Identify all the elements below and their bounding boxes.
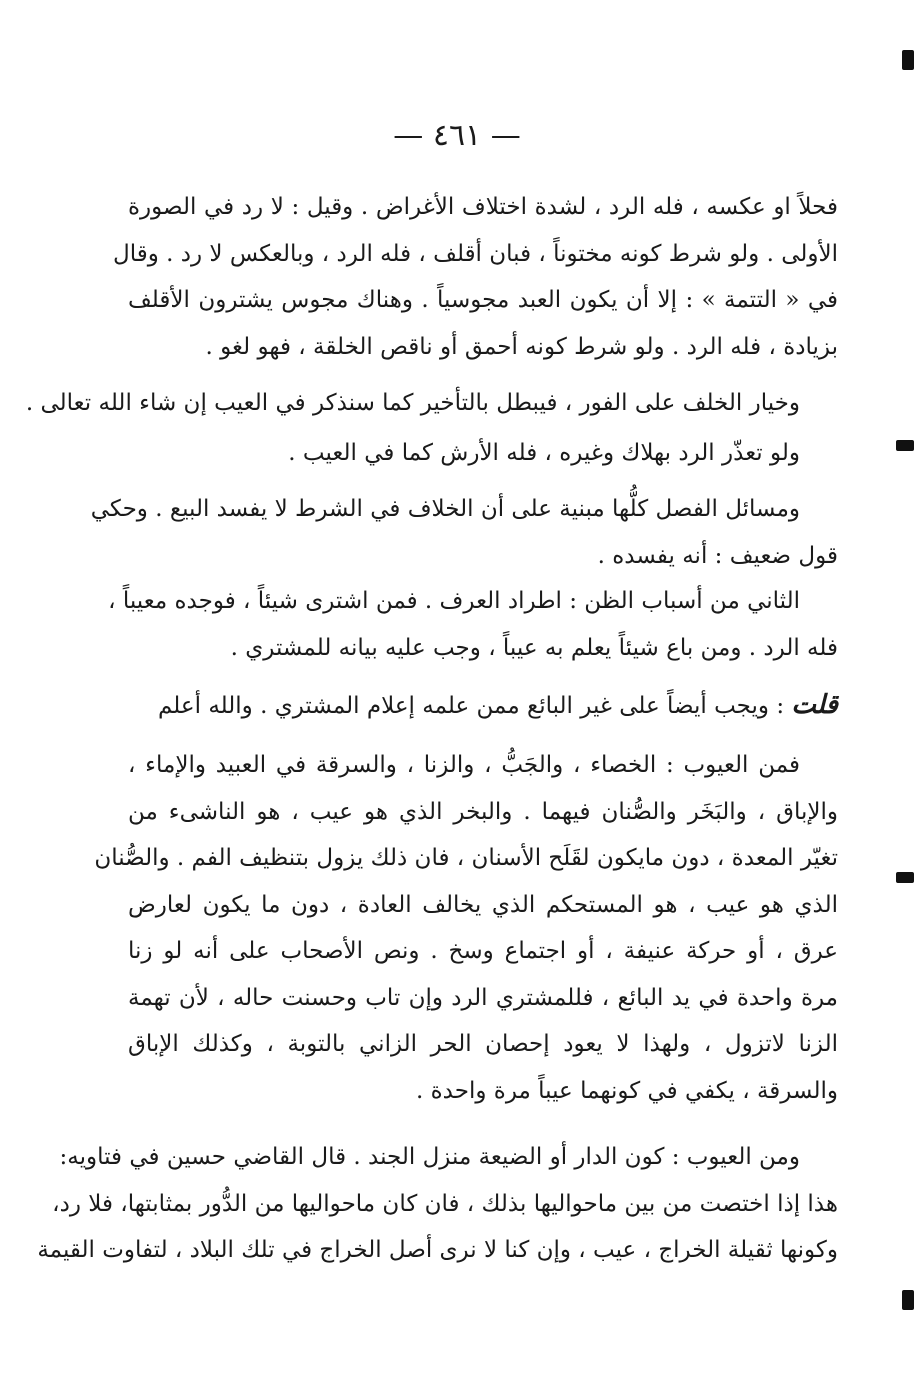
scan-edge-mark [896, 872, 914, 883]
scan-edge-mark [902, 50, 914, 70]
text-line: الذي هو عيب ، هو المستحكم الذي يخالف العادة ، دون ما يكون لعارض [128, 891, 838, 918]
text-line: وكونها ثقيلة الخراج ، عيب ، وإن كنا لا نرى أصل الخراج في تلك البلاد ، لتفاوت القيمة [37, 1237, 838, 1263]
text-line: ولو تعذّر الرد بهلاك وغيره ، فله الأرش كما في العيب . [288, 440, 800, 466]
text-line: الزنا لاتزول ، ولهذا لا يعود إحصان الحر الزاني بالتوبة ، وكذلك الإباق [128, 1031, 838, 1057]
text-line: الأولى . ولو شرط كونه مختوناً ، فبان أقلف ، فله الرد ، وبالعكس لا رد . وقال [112, 240, 838, 267]
text-line: ومن العيوب : كون الدار أو الضيعة منزل الجند . قال القاضي حسين في فتاويه: [59, 1144, 800, 1170]
text-line: ومسائل الفصل كلُّها مبنية على أن الخلاف في الشرط لا يفسد البيع . وحكي [90, 496, 800, 522]
paragraph [94, 742, 838, 1114]
qult-note [128, 682, 838, 730]
text-line: فمن العيوب : الخصاء ، والجَبُّ ، والزنا ، والسرقة في العبيد والإماء ، [128, 752, 800, 778]
paragraph [37, 1134, 838, 1274]
qult-label: قلت [791, 690, 838, 720]
paragraph [25, 380, 838, 427]
text-line: والسرقة ، يكفي في كونهما عيباً مرة واحدة . [416, 1077, 838, 1104]
text-line: فحلاً او عكسه ، فله الرد ، لشدة اختلاف الأغراض . وقيل : لا رد في الصورة [128, 194, 838, 220]
text-line: هذا إذا اختصت من بين ماحواليها بذلك ، فان كان ماحواليها من الدُّور بمثابتها، فلا رد، [52, 1190, 838, 1217]
text-line: قول ضعيف : أنه يفسده . [597, 542, 838, 569]
paragraph [128, 430, 838, 477]
text-line: في « التتمة » : إلا أن يكون العبد مجوسياً . وهناك مجوس يشترون الأقلف [128, 287, 838, 313]
text-line: عرق ، أو حركة عنيفة ، أو اجتماع وسخ . ونص الأصحاب على أنه لو زنا [128, 938, 838, 964]
text-line: الثاني من أسباب الظن : اطراد العرف . فمن اشترى شيئاً ، فوجده معيباً ، [108, 588, 800, 614]
text-line: فله الرد . ومن باع شيئاً يعلم به عيباً ، وجب عليه بيانه للمشتري . [230, 634, 838, 661]
scan-edge-mark [902, 1290, 914, 1310]
qult-text: : ويجب أيضاً على غير البائع ممن علمه إعلام المشتري . والله أعلم [157, 693, 785, 719]
scan-edge-mark [896, 440, 914, 451]
text-line: مرة واحدة في يد البائع ، فللمشتري الرد وإن تاب وحسنت حاله ، لأن تهمة [128, 984, 838, 1011]
paragraph [90, 486, 838, 579]
text-line: بزيادة ، فله الرد . ولو شرط كونه أحمق أو ناقص الخلقة ، فهو لغو . [205, 333, 838, 360]
text-line: تغيّر المعدة ، دون مايكون لقَلَح الأسنان ، فان ذلك يزول بتنظيف الفم . والصُّنان [94, 845, 838, 871]
paragraph [108, 578, 838, 671]
page-number: — ٤٦١ — [393, 118, 521, 153]
text-line: والإباق ، والبَخَر والصُّنان فيهما . والبخر الذي هو عيب ، هو الناشىء من [128, 798, 838, 825]
text-line: وخيار الخلف على الفور ، فيبطل بالتأخير كما سنذكر في العيب إن شاء الله تعالى . [25, 390, 800, 416]
paragraph [112, 184, 838, 370]
